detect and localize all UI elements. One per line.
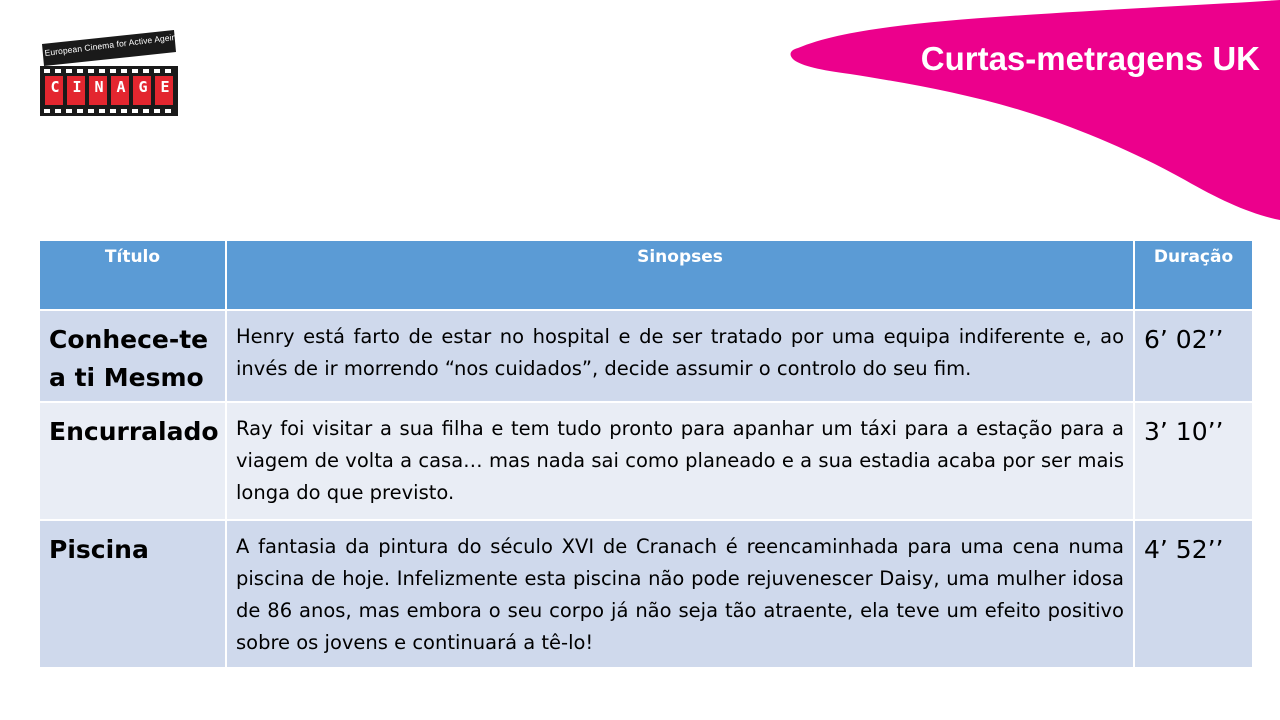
logo-tagline: European Cinema for Active Ageing xyxy=(44,31,182,58)
logo-wordmark xyxy=(40,78,176,96)
table-header-row xyxy=(39,240,1253,310)
film-title: Conhece-te a ti Mesmo xyxy=(39,310,226,402)
table-row xyxy=(39,402,1253,520)
logo-letter: E xyxy=(160,78,170,96)
logo-letter: N xyxy=(94,78,104,96)
header-duration: Duração xyxy=(1134,240,1253,310)
logo-letter: I xyxy=(72,78,82,96)
header-synopsis: Sinopses xyxy=(226,240,1134,310)
cinage-logo xyxy=(40,30,180,116)
film-synopsis: A fantasia da pintura do século XVI de Cranach é reencaminhada para uma cena numa piscina de hoje. Infelizmente esta piscina não pode rejuvenescer Daisy, uma mulher idosa de 86 anos, mas embora o seu corpo já não seja tão atraente, ela teve um efeito positivo sobre os jovens e continuará a tê-lo! xyxy=(226,520,1134,668)
film-duration: 6’ 02’’ xyxy=(1134,310,1253,402)
film-duration: 3’ 10’’ xyxy=(1134,402,1253,520)
table-row xyxy=(39,310,1253,402)
header-title: Título xyxy=(39,240,226,310)
title-banner xyxy=(780,0,1280,225)
page-title: Curtas-metragens UK xyxy=(920,40,1260,77)
film-title: Piscina xyxy=(39,520,226,668)
film-synopsis: Ray foi visitar a sua filha e tem tudo pronto para apanhar um táxi para a estação para a viagem de volta a casa… mas nada sai como planeado e a sua estadia acaba por ser mais longa do que previsto. xyxy=(226,402,1134,520)
brush-stroke-shape xyxy=(780,0,1280,225)
table-row xyxy=(39,520,1253,668)
logo-letter: C xyxy=(50,78,60,96)
films-table xyxy=(38,239,1254,669)
logo-letter: A xyxy=(116,78,126,96)
film-title: Encurralado xyxy=(39,402,226,520)
film-duration: 4’ 52’’ xyxy=(1134,520,1253,668)
film-synopsis: Henry está farto de estar no hospital e de ser tratado por uma equipa indiferente e, ao invés de ir morrendo “nos cuidados”, decide assumir o controlo do seu fim. xyxy=(226,310,1134,402)
logo-letter: G xyxy=(138,78,148,96)
